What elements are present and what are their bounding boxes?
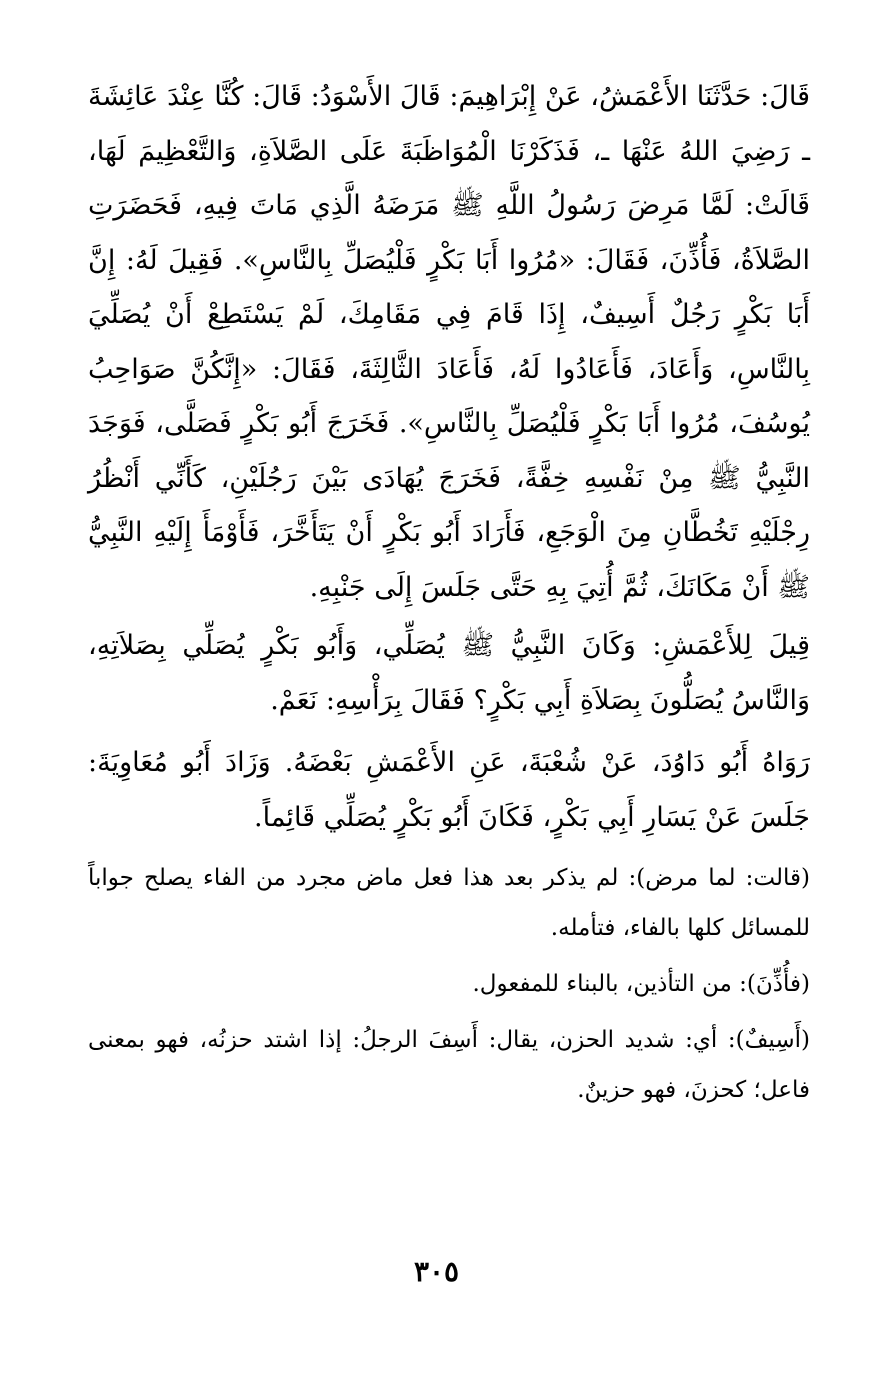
page-body (88, 70, 810, 1121)
hadith-paragraph-3: رَوَاهُ أَبُو دَاوُدَ، عَنْ شُعْبَةَ، عَنِ الأَعْمَشِ بَعْضَهُ. وَزَادَ أَبُو مُعَاوِيَةَ: جَلَسَ عَنْ يَسَارِ أَبِي بَكْرٍ، فَكَانَ أَبُو بَكْرٍ يُصَلِّي قَائِماً. (88, 747, 810, 833)
hadith-paragraph-1: قَالَ: حَدَّثَنَا الأَعْمَشُ، عَنْ إِبْرَاهِيمَ: قَالَ الأَسْوَدُ: قَالَ: كُنَّا عِنْدَ عَائِشَةَ ـ رَضِيَ اللهُ عَنْهَا ـ، فَذَكَرْنَا الْمُوَاظَبَةَ عَلَى الصَّلاَةِ، وَالتَّعْظِيمَ لَهَا، قَالَتْ: لَمَّا مَرِضَ رَسُولُ اللَّهِ ﷺ مَرَضَهُ الَّذِي مَاتَ فِيهِ، فَحَضَرَتِ الصَّلاَةُ، فَأُذِّنَ، فَقَالَ: «مُرُوا أَبَا بَكْرٍ فَلْيُصَلِّ بِالنَّاسِ». فَقِيلَ لَهُ: إِنَّ أَبَا بَكْرٍ رَجُلٌ أَسِيفٌ، إِذَا قَامَ فِي مَقَامِكَ، لَمْ يَسْتَطِعْ أَنْ يُصَلِّيَ بِالنَّاسِ، وَأَعَادَ، فَأَعَادُوا لَهُ، فَأَعَادَ الثَّالِثَةَ، فَقَالَ: «إِنَّكُنَّ صَوَاحِبُ يُوسُفَ، مُرُوا أَبَا بَكْرٍ فَلْيُصَلِّ بِالنَّاسِ». فَخَرَجَ أَبُو بَكْرٍ فَصَلَّى، فَوَجَدَ النَّبِيُّ ﷺ مِنْ نَفْسِهِ خِفَّةً، فَخَرَجَ يُهَادَى بَيْنَ رَجُلَيْنِ، كَأَنِّي أَنْظُرُ رِجْلَيْهِ تَخُطَّانِ مِنَ الْوَجَعِ، فَأَرَادَ أَبُو بَكْرٍ أَنْ يَتَأَخَّرَ، فَأَوْمَأَ إِلَيْهِ النَّبِيُّ ﷺ أَنْ مَكَانَكَ، ثُمَّ أُتِيَ بِهِ حَتَّى جَلَسَ إِلَى جَنْبِهِ. (88, 81, 810, 603)
hadith-paragraph-2: قِيلَ لِلأَعْمَشِ: وَكَانَ النَّبِيُّ ﷺ يُصَلِّي، وَأَبُو بَكْرٍ يُصَلِّي بِصَلاَتِهِ، وَالنَّاسُ يُصَلُّونَ بِصَلاَةِ أَبِي بَكْرٍ؟ فَقَالَ بِرَأْسِهِ: نَعَمْ. (88, 630, 810, 716)
commentary-note-1: (قالت: لما مرض): لم يذكر بعد هذا فعل ماض مجرد من الفاء يصلح جواباً للمسائل كلها بالفاء، فتأمله. (88, 865, 810, 941)
commentary-note-2: (فأُذِّنَ): من التأذين، بالبناء للمفعول. (472, 971, 810, 997)
commentary-note-3: (أَسِيفٌ): أي: شديد الحزن، يقال: أَسِفَ الرجلُ: إذا اشتد حزنُه، فهو بمعنى فاعل؛ كحزنَ، فهو حزينٌ. (88, 1027, 810, 1103)
page-number: ٣٠٥ (413, 1255, 460, 1288)
